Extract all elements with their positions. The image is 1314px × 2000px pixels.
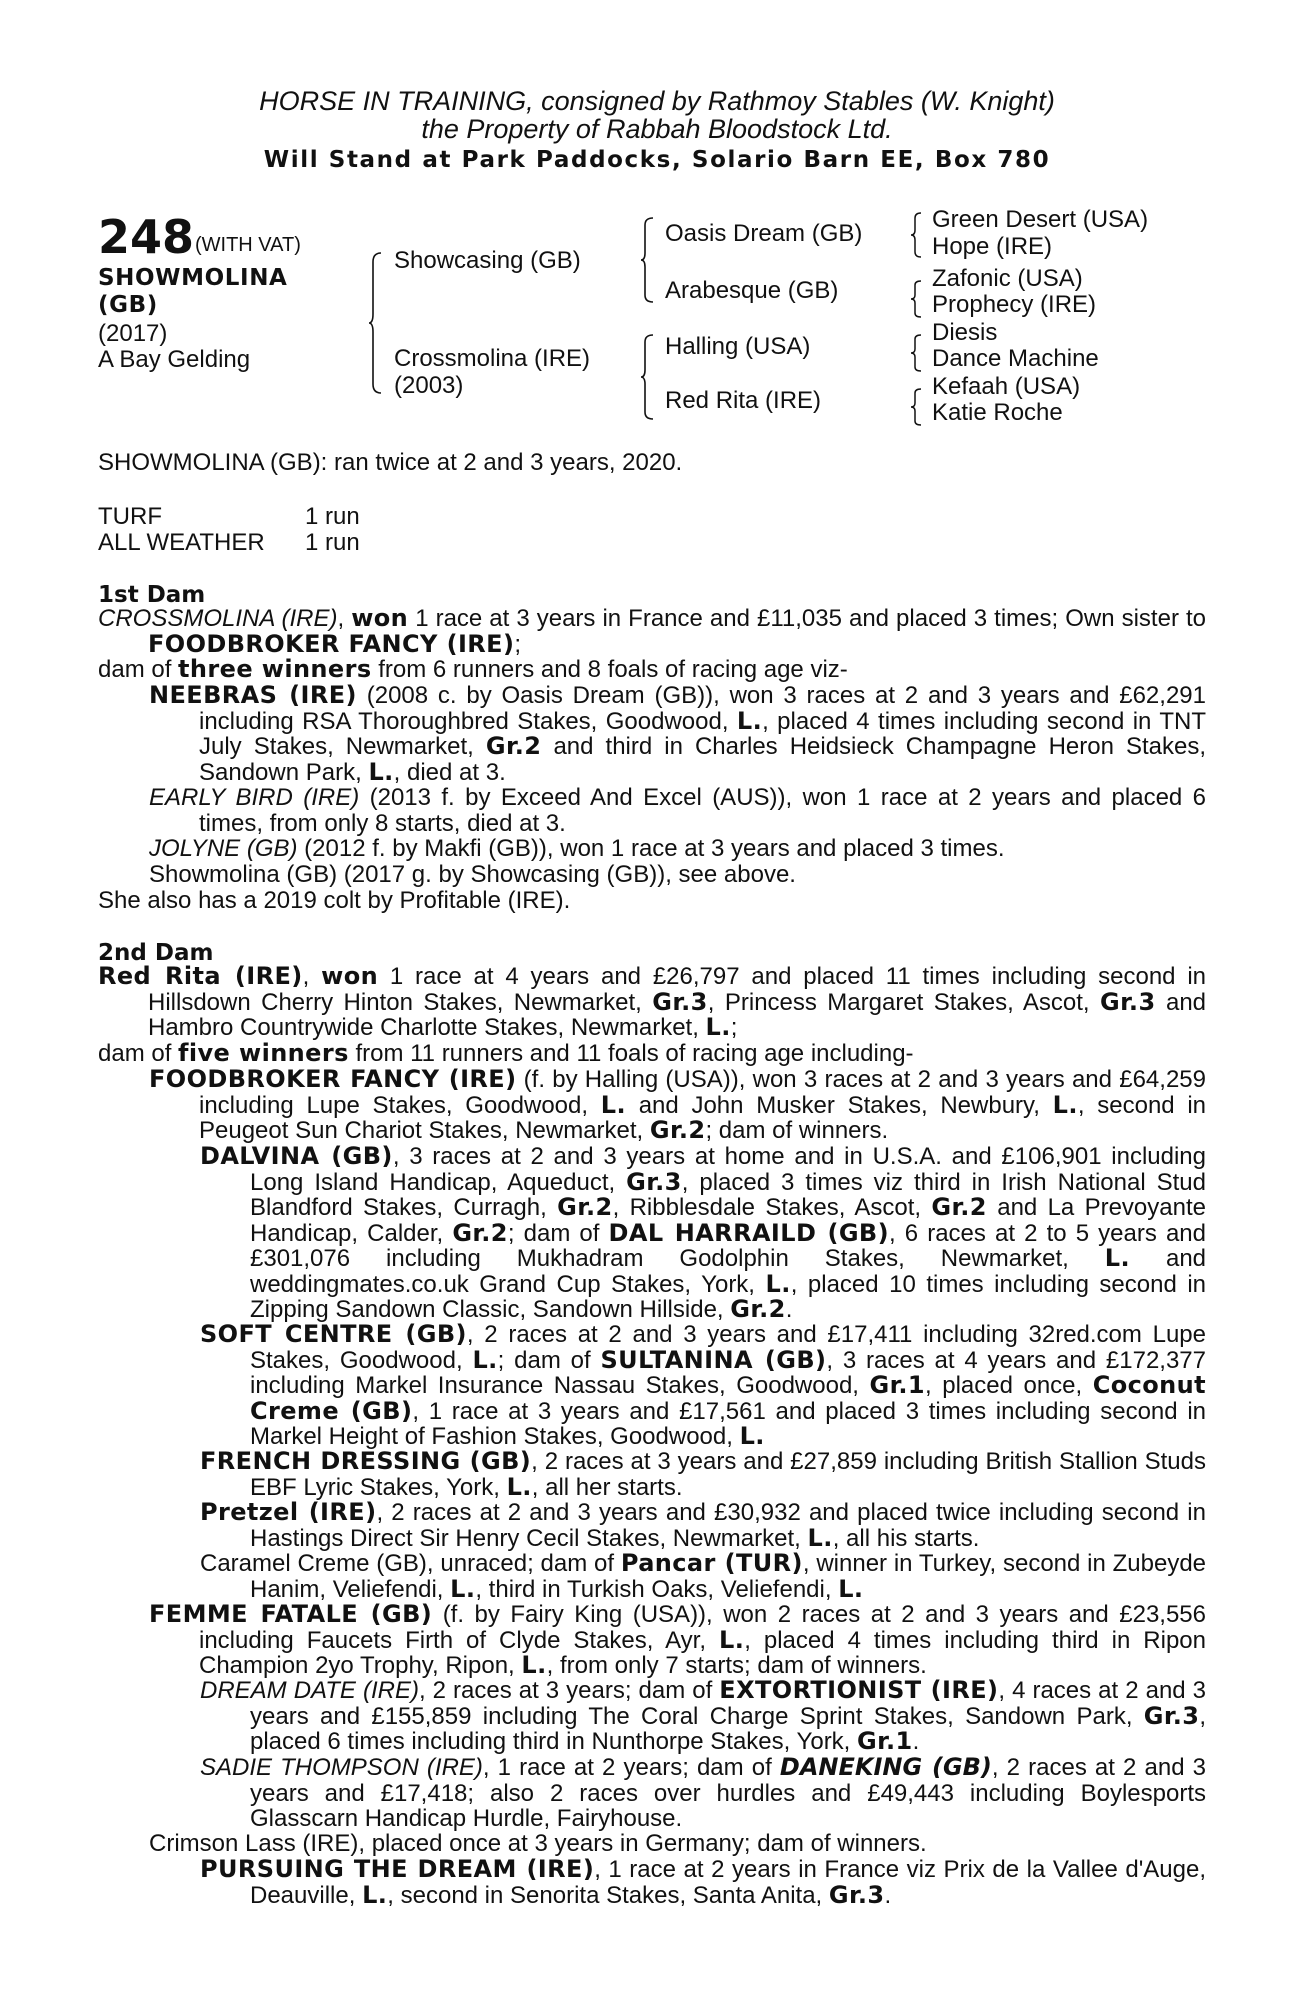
first-dam-entry: CROSSMOLINA (IRE), won 1 race at 3 years in France and £11,035 and placed 3 times; Own sister to FOODBROKER FANCY (IRE);	[98, 604, 1206, 658]
grade-label: Gr.2	[557, 1193, 613, 1221]
entry-text: , 4 races at 2 and 3 years and £155,859 including The Coral Charge Sprint Stakes, Sandown Park,	[250, 1677, 1207, 1730]
produce-entry-sadie-thompson	[200, 1755, 1206, 1832]
winners-count: five winners	[178, 1039, 349, 1067]
entry-text: , 1 race at 2 years; dam of	[482, 1754, 772, 1781]
stat-runs-aw: 1 run	[305, 529, 360, 556]
grade-label: Gr.3	[1143, 1701, 1200, 1730]
produce-entry-showmolina: Showmolina (GB) (2017 g. by Showcasing (GB)), see above.	[149, 861, 796, 888]
produce-name: Coconut Creme (GB)	[250, 1371, 1206, 1425]
entry-text: , all her starts.	[531, 1473, 683, 1501]
entry-text: (2008 c. by Oasis Dream (GB)), won 3 races at 2 and 3 years and £62,291 including RSA Thoroughbred Stakes, Goodwood,	[199, 682, 1206, 735]
entry-text: from 11 runners and 11 foals of racing age including-	[355, 1040, 914, 1067]
vat-label: (WITH VAT)	[195, 234, 301, 256]
entry-text: dam of	[98, 1040, 172, 1067]
entry-text: , Princess Margaret Stakes, Ascot,	[707, 988, 1090, 1016]
produce-name: EARLY BIRD (IRE)	[149, 784, 360, 811]
g3-brace	[910, 334, 922, 372]
grade-label: L.	[739, 1422, 765, 1450]
entry-text: (f. by Halling (USA)), won 3 races at 2 and 3 years and £64,259 including Lupe Stakes, Goodwood,	[199, 1066, 1206, 1119]
first-dam-note: She also has a 2019 colt by Profitable (IRE).	[98, 887, 571, 914]
entry-text: , died at 3.	[393, 758, 506, 786]
g1-brace	[910, 212, 922, 258]
produce-name: FOODBROKER FANCY (IRE)	[149, 1065, 517, 1093]
second-dam-produce-intro	[98, 1041, 1206, 1067]
produce-entry-jolyne	[149, 836, 1206, 862]
entry-text: and La Prevoyante Handicap, Calder,	[250, 1194, 1206, 1247]
grade-label: Gr.3	[626, 1167, 682, 1196]
dam-name: CROSSMOLINA (IRE)	[98, 605, 338, 632]
pedigree-sire-sire: Oasis Dream (GB)	[665, 220, 863, 247]
winners-count: three winners	[178, 655, 372, 683]
produce-name: Pretzel (IRE)	[200, 1498, 377, 1526]
consignor-line: HORSE IN TRAINING, consigned by Rathmoy Stables (W. Knight)	[259, 86, 1055, 116]
entry-text: 1 race at 3 years in France and £11,035 and placed 3 times; Own sister to	[415, 605, 1206, 632]
property-line: the Property of Rabbah Bloodstock Ltd.	[421, 114, 893, 144]
produce-name: DAL HARRAILD (GB)	[608, 1218, 889, 1247]
produce-name: DANEKING (GB)	[779, 1753, 992, 1781]
pedigree-dam: Crossmolina (IRE)	[394, 345, 591, 372]
entry-text: , 2 races at 3 years and £27,859 including British Stallion Studs EBF Lyric Stakes, York,	[250, 1448, 1207, 1501]
grade-label: Gr.3	[828, 1880, 885, 1909]
produce-entry-french-dressing	[200, 1449, 1206, 1500]
second-dam-heading: 2nd Dam	[98, 940, 214, 966]
grade-label: Gr.3	[1100, 987, 1156, 1016]
entry-text: .	[785, 1296, 793, 1323]
first-dam-produce-intro	[98, 657, 1206, 683]
entry-text: and Hambro Countrywide Charlotte Stakes, Newmarket,	[148, 988, 1207, 1041]
pedigree-g6: Dance Machine	[932, 345, 1099, 372]
entry-text: ;	[514, 630, 521, 658]
entry-text: , third in Turkish Oaks, Veliefendi,	[475, 1575, 832, 1603]
grade-label: L.	[705, 1013, 731, 1041]
produce-name: JOLYNE (GB)	[149, 835, 298, 862]
entry-text: and weddingmates.co.uk Grand Cup Stakes, York,	[250, 1245, 1207, 1298]
dam-line-brace	[640, 334, 654, 420]
produce-entry-neebras	[149, 683, 1206, 785]
produce-entry-femme-fatale	[149, 1602, 1206, 1679]
horse-year: (2017)	[98, 320, 168, 347]
grade-label: L.	[600, 1090, 626, 1119]
entry-text: , second in Senorita Stakes, Santa Anita,	[387, 1881, 823, 1909]
pedigree-dam-sire: Halling (USA)	[665, 333, 811, 360]
grade-label: L.	[450, 1574, 476, 1603]
g4-brace	[910, 388, 922, 426]
entry-text: ; dam of winners.	[705, 1117, 889, 1144]
produce-entry-dream-date	[200, 1678, 1206, 1755]
grade-label: L.	[368, 757, 394, 786]
entry-text: , 2 races at 2 and 3 years and £17,411 including 32red.com Lupe Stakes, Goodwood,	[250, 1321, 1206, 1374]
produce-name: Pancar (TUR)	[620, 1549, 803, 1577]
grade-label: L.	[807, 1523, 833, 1552]
entry-text: , 2 races at 2 and 3 years and £17,418; also 2 races over hurdles and £49,443 including Boylesports Glasscarn Handicap Hurdle, Fairyhouse.	[250, 1754, 1206, 1832]
entry-text: Caramel Creme (GB), unraced; dam of	[200, 1550, 615, 1577]
produce-entry-dalvina	[200, 1144, 1206, 1323]
entry-text: , Ribblesdale Stakes, Ascot,	[612, 1194, 922, 1221]
pedigree-g5: Diesis	[932, 319, 998, 346]
dam-name: Red Rita (IRE)	[98, 962, 303, 990]
grade-label: L.	[1052, 1090, 1078, 1119]
produce-entry-early-bird	[149, 785, 1206, 836]
grade-label: Gr.2	[931, 1193, 987, 1221]
won-label: won	[351, 604, 409, 632]
produce-entry-crimson-lass: Crimson Lass (IRE), placed once at 3 years in Germany; dam of winners.	[149, 1830, 927, 1857]
grade-label: L.	[521, 1651, 547, 1679]
entry-text: (2012 f. by Makfi (GB)), won 1 race at 3 years and placed 3 times.	[304, 835, 1005, 862]
stat-runs-turf: 1 run	[305, 503, 360, 530]
entry-text: .	[912, 1728, 920, 1755]
entry-text: dam of	[98, 656, 172, 683]
entry-text: , placed 4 times including third in Ripon Champion 2yo Trophy, Ripon,	[199, 1626, 1206, 1679]
pedigree-sire: Showcasing (GB)	[394, 247, 581, 274]
entry-text: , 3 races at 4 years and £172,377 including Markel Insurance Nassau Stakes, Goodwood,	[250, 1346, 1206, 1399]
produce-name: SULTANINA (GB)	[600, 1345, 827, 1374]
pedigree-sire-dam: Arabesque (GB)	[665, 277, 839, 304]
entry-text: .	[884, 1881, 892, 1909]
lot-number: 248	[98, 210, 195, 264]
pedigree-g4: Prophecy (IRE)	[932, 291, 1097, 318]
stat-surface-aw: ALL WEATHER	[98, 529, 265, 556]
grade-label: L.	[838, 1574, 864, 1603]
produce-name: EXTORTIONIST (IRE)	[719, 1676, 999, 1704]
entry-text: , all his starts.	[832, 1524, 980, 1552]
produce-name: FEMME FATALE (GB)	[149, 1600, 433, 1628]
entry-text: and John Musker Stakes, Newbury,	[638, 1091, 1040, 1119]
entry-text: , 3 races at 2 and 3 years at home and in U.S.A. and £106,901 including Long Island Handicap, Aqueduct,	[250, 1143, 1207, 1196]
g2-brace	[910, 280, 922, 318]
produce-name: NEEBRAS (IRE)	[149, 681, 357, 709]
entry-text: and third in Charles Heidsieck Champagne Heron Stakes, Sandown Park,	[199, 733, 1207, 786]
entry-text: , 2 races at 2 and 3 years and £30,932 and placed twice including second in Hastings Direct Sir Henry Cecil Stakes, Newmarket,	[250, 1499, 1206, 1552]
entry-text: ;	[730, 1014, 738, 1041]
entry-text: , 1 race at 3 years and £17,561 and placed 3 times including second in Markel Height of Fashion Stakes, Goodwood,	[250, 1397, 1206, 1450]
pedigree-g7: Kefaah (USA)	[932, 373, 1081, 400]
horse-description: A Bay Gelding	[98, 346, 251, 373]
grade-label: Gr.1	[857, 1727, 913, 1755]
grade-label: Gr.1	[869, 1371, 926, 1399]
produce-entry-foodbroker-fancy	[149, 1067, 1206, 1144]
produce-entry-caramel-creme	[200, 1551, 1206, 1602]
entry-text: , placed 10 times including second in Zipping Sandown Classic, Sandown Hillside,	[250, 1270, 1207, 1323]
produce-name: PURSUING THE DREAM (IRE)	[200, 1855, 595, 1883]
won-label: won	[321, 962, 379, 990]
grade-label: L.	[1104, 1244, 1131, 1272]
entry-text: , placed once,	[925, 1372, 1083, 1399]
pedigree-g8: Katie Roche	[932, 399, 1063, 426]
pedigree-dam-year: (2003)	[394, 372, 464, 399]
entry-text: , 6 races at 2 to 5 years and £301,076 including Mukhadram Godolphin Stakes, Newmarket,	[250, 1219, 1206, 1272]
first-dam-heading: 1st Dam	[98, 582, 206, 608]
sire-line-brace	[640, 217, 654, 303]
grade-label: L.	[736, 706, 763, 735]
entry-text: , placed 6 times including third in Nunthorpe Stakes, York,	[250, 1702, 1206, 1755]
pedigree-g3: Zafonic (USA)	[932, 265, 1083, 292]
pedigree-g1: Green Desert (USA)	[932, 206, 1149, 233]
entry-text: , 2 races at 3 years; dam of	[418, 1677, 713, 1704]
entry-text: , placed 4 times including second in TNT July Stakes, Newmarket,	[199, 707, 1206, 760]
stat-surface-turf: TURF	[98, 503, 162, 530]
entry-text: (f. by Fairy King (USA)), won 2 races at 2 and 3 years and £23,556 including Faucets Firth of Clyde Stakes, Ayr,	[199, 1601, 1207, 1654]
pedigree-g2: Hope (IRE)	[932, 233, 1053, 260]
horse-name: SHOWMOLINA (GB)	[98, 265, 288, 318]
entry-text: ; dam of	[497, 1346, 591, 1374]
race-summary: SHOWMOLINA (GB): ran twice at 2 and 3 years, 2020.	[98, 449, 683, 476]
produce-name: FRENCH DRESSING (GB)	[200, 1447, 532, 1475]
produce-entry-pretzel	[200, 1500, 1206, 1551]
entry-text: , from only 7 starts; dam of winners.	[546, 1652, 927, 1679]
produce-name: DREAM DATE (IRE)	[200, 1677, 419, 1704]
produce-name: DALVINA (GB)	[200, 1142, 393, 1170]
grade-label: L.	[719, 1625, 745, 1654]
entry-text: , 1 race at 2 years in France viz Prix de la Vallee d'Auge, Deauville,	[250, 1856, 1206, 1909]
entry-text: from 6 runners and 8 foals of racing age viz-	[378, 656, 848, 683]
pedigree-dam-dam: Red Rita (IRE)	[665, 387, 822, 414]
sire-dam-brace	[368, 252, 382, 394]
grade-label: L.	[362, 1880, 388, 1909]
produce-entry-pursuing-the-dream	[200, 1857, 1206, 1908]
entry-text: , placed 3 times viz third in Irish National Stud Blandford Stakes, Curragh,	[250, 1168, 1207, 1221]
grade-label: Gr.2	[485, 732, 542, 760]
grade-label: L.	[472, 1345, 498, 1374]
produce-name: SADIE THOMPSON (IRE)	[200, 1754, 483, 1781]
grade-label: Gr.2	[730, 1295, 786, 1323]
entry-text: (2013 f. by Exceed And Excel (AUS)), won 1 race at 2 years and placed 6 times, from only 8 starts, died at 3.	[199, 784, 1207, 837]
grade-label: Gr.2	[649, 1116, 706, 1144]
produce-name: SOFT CENTRE (GB)	[200, 1320, 467, 1348]
entry-text: ; dam of	[507, 1219, 600, 1247]
sister-name: FOODBROKER FANCY (IRE)	[148, 629, 515, 658]
entry-text: 1 race at 4 years and £26,797 and placed 11 times including second in Hillsdown Cherry Hinton Stakes, Newmarket,	[148, 963, 1207, 1016]
second-dam-entry: Red Rita (IRE), won 1 race at 4 years and £26,797 and placed 11 times including second in Hillsdown Cherry Hinton Stakes, Newmarket, Gr.3, Princess Margaret Stakes, Ascot, Gr.3 and Hambro Countrywide Charlotte Stakes, Newmarket, L.;	[98, 962, 1207, 1041]
entry-text: , winner in Turkey, second in Zubeyde Hanim, Veliefendi,	[250, 1550, 1207, 1603]
entry-text: , second in Peugeot Sun Chariot Stakes, Newmarket,	[199, 1091, 1207, 1144]
grade-label: Gr.3	[652, 987, 708, 1016]
grade-label: L.	[765, 1269, 791, 1298]
grade-label: L.	[506, 1472, 532, 1501]
produce-entry-soft-centre	[200, 1322, 1206, 1450]
grade-label: Gr.2	[452, 1218, 508, 1247]
location-line: Will Stand at Park Paddocks, Solario Barn EE, Box 780	[263, 147, 1051, 173]
